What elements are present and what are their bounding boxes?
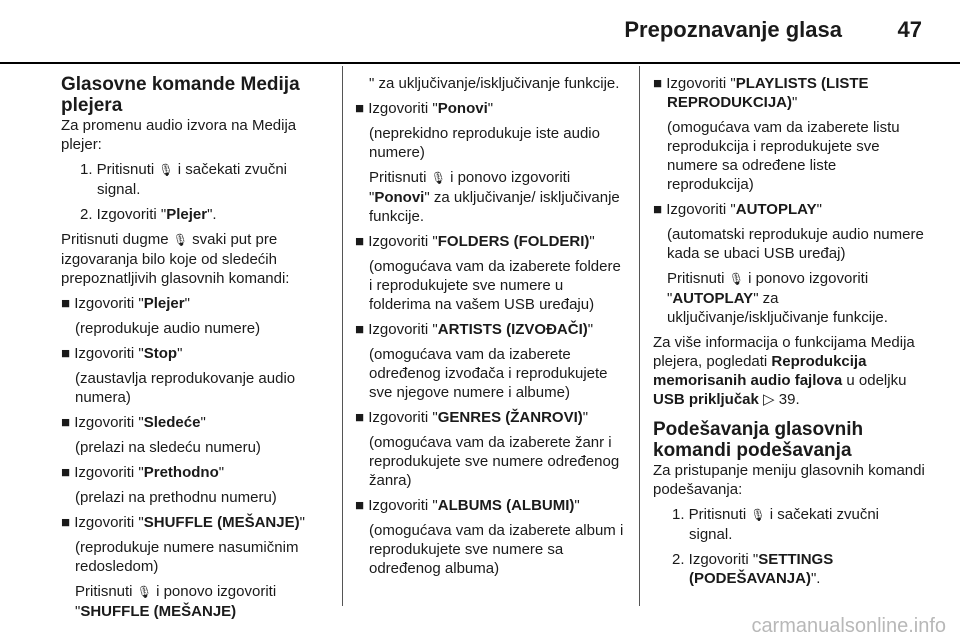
instruction-text: Pritisnuti dugme 🎙︎ svaki put pre izgovaranja bilo koje od sledećih prepoznatljivih glasovnih komandi: xyxy=(61,231,290,287)
item-description: Pritisnuti 🎙︎ i ponovo izgovoriti "AUTOPLAY" za uključivanje/isključivanje funkcije. xyxy=(667,270,888,326)
item-description: (reprodukuje audio numere) xyxy=(75,320,261,337)
reference-arrow-icon: ▷ xyxy=(763,391,775,408)
item-description: Pritisnuti 🎙︎ i ponovo izgovoriti "Ponovi" za uključivanje/ isključivanje funkcije. xyxy=(369,169,620,225)
item-description: Pritisnuti 🎙︎ i ponovo izgovoriti "SHUFFLE (MEŠANJE) xyxy=(75,583,277,620)
column-1 xyxy=(61,74,329,627)
list-item: ■ Izgovoriti "SHUFFLE (MEŠANJE)" xyxy=(61,514,305,531)
step-1: 1. Pritisnuti 🎙︎ i sačekati zvučni signal. xyxy=(672,506,879,543)
page-title: Prepoznavanje glasa xyxy=(624,17,842,42)
item-description: (prelazi na prethodnu numeru) xyxy=(75,489,277,506)
item-description: (automatski reprodukuje audio numere kada se ubaci USB uređaj) xyxy=(667,226,924,262)
item-description: (omogućava vam da izaberete žanr i reprodukujete sve numere određenog žanra) xyxy=(369,434,620,489)
page-number: 47 xyxy=(897,17,922,42)
page-header xyxy=(0,0,960,58)
list-item: ■ Izgovoriti "ALBUMS (ALBUMI)" xyxy=(355,497,580,514)
voice-command-icon: 🎙︎ xyxy=(158,163,174,177)
item-description: (prelazi na sledeću numeru) xyxy=(75,439,261,456)
item-description: (omogućava vam da izaberete listu reprodukcija i reprodukujete sve numere sa određene liste reprodukcija) xyxy=(667,119,900,193)
section-heading: Podešavanja glasovnih komandi podešavanja xyxy=(653,419,864,461)
list-item: ■ Izgovoriti "Stop" xyxy=(61,345,183,362)
voice-command-icon: 🎙︎ xyxy=(430,171,446,185)
step-1: 1. Pritisnuti 🎙︎ i sačekati zvučni signal. xyxy=(80,161,287,198)
column-divider xyxy=(639,66,640,606)
column-3 xyxy=(653,74,925,594)
list-item: ■ Izgovoriti "Prethodno" xyxy=(61,464,225,481)
header-rule xyxy=(0,62,960,64)
column-divider xyxy=(342,66,343,606)
intro-text: Za promenu audio izvora na Medija plejer: xyxy=(61,117,297,153)
cross-reference-link[interactable]: USB priključak xyxy=(653,391,759,408)
list-item: ■ Izgovoriti "ARTISTS (IZVOĐAČI)" xyxy=(355,321,594,338)
more-info-text: Za više informacija o funkcijama Medija plejera, pogledati Reprodukcija memorisanih audio fajlova u odeljku USB priključak ▷ 39. xyxy=(653,334,915,408)
item-description: (zaustavlja reprodukovanje audio numera) xyxy=(75,370,296,406)
intro-text: Za pristupanje meniju glasovnih komandi podešavanja: xyxy=(653,462,925,498)
item-description: (omogućava vam da izaberete album i reprodukujete sve numere sa određenog albuma) xyxy=(369,522,624,577)
step-2: 2. Izgovoriti "SETTINGS (PODEŠAVANJA)". xyxy=(672,551,834,587)
list-item: ■ Izgovoriti "PLAYLISTS (LISTE REPRODUKCIJA)" xyxy=(653,75,869,111)
section-heading: Glasovne komande Medija plejera xyxy=(61,74,300,116)
voice-command-icon: 🎙︎ xyxy=(728,272,744,286)
item-description: (reprodukuje numere nasumičnim redosledom) xyxy=(75,539,299,575)
cross-reference-link[interactable]: Reprodukcija memorisanih audio fajlova xyxy=(653,353,867,389)
watermark: carmanualsonline.info xyxy=(751,615,946,637)
list-item: ■ Izgovoriti "AUTOPLAY" xyxy=(653,201,822,218)
list-item: ■ Izgovoriti "FOLDERS (FOLDERI)" xyxy=(355,233,595,250)
item-description: (omogućava vam da izaberete određenog izvođača i reprodukujete sve njegove numere i albume) xyxy=(369,346,608,401)
step-2: 2. Izgovoriti "Plejer". xyxy=(80,206,217,223)
list-item: ■ Izgovoriti "GENRES (ŽANROVI)" xyxy=(355,409,589,426)
list-item: ■ Izgovoriti "Sledeće" xyxy=(61,414,206,431)
list-item: ■ Izgovoriti "Ponovi" xyxy=(355,100,494,117)
item-description: (omogućava vam da izaberete foldere i reprodukujete sve numere u folderima na vašem USB uređaju) xyxy=(369,258,621,313)
voice-command-icon: 🎙︎ xyxy=(750,508,766,522)
item-description: " za uključivanje/isključivanje funkcije. xyxy=(369,75,620,92)
voice-command-icon: 🎙︎ xyxy=(136,585,152,599)
list-item: ■ Izgovoriti "Plejer" xyxy=(61,295,190,312)
voice-command-icon: 🎙︎ xyxy=(172,233,188,247)
column-2 xyxy=(355,74,627,584)
item-description: (neprekidno reprodukuje iste audio numere) xyxy=(369,125,600,161)
